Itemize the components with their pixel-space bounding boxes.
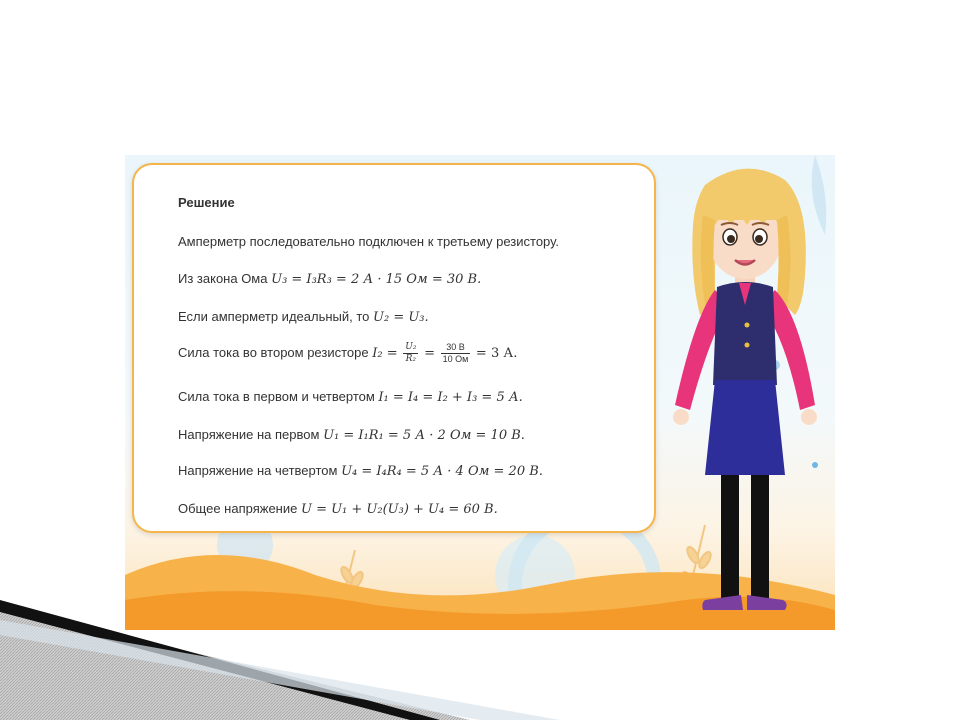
line-current-second xyxy=(178,342,517,365)
line-ohm-law-text: Из закона Ома xyxy=(178,271,268,286)
line-voltage-fourth-text: Напряжение на четвертом xyxy=(178,463,338,478)
line-ohm-law-formula: U₃ = I₃R₃ = 2 А · 15 Ом = 30 В. xyxy=(271,272,482,287)
line-ideal-ammeter-text: Если амперметр идеальный, то xyxy=(178,309,370,324)
line-current-second-lhs: I₂ = xyxy=(372,345,398,361)
solution-card xyxy=(132,163,656,533)
slide-image xyxy=(125,155,835,630)
line-total-voltage-formula: U = U₁ + U₂(U₃) + U₄ = 60 В. xyxy=(300,502,498,517)
line-ohm-law xyxy=(178,271,481,287)
line-current-first-fourth xyxy=(178,389,523,405)
line-total-voltage xyxy=(178,501,498,517)
line-current-second-text: Сила тока во втором резисторе xyxy=(178,344,369,360)
line-voltage-first xyxy=(178,427,525,443)
fraction-values-denominator: 10 Ом xyxy=(442,354,469,364)
line-voltage-first-text: Напряжение на первом xyxy=(178,427,320,442)
line-voltage-fourth-formula: U₄ = I₄R₄ = 5 А · 4 Ом = 20 В. xyxy=(341,464,543,479)
line-voltage-first-formula: U₁ = I₁R₁ = 5 А · 2 Ом = 10 В. xyxy=(323,428,525,443)
line-current-first-fourth-text: Сила тока в первом и четвертом xyxy=(178,389,375,404)
solution-title: Решение xyxy=(178,195,235,210)
line-ideal-ammeter-formula: U₂ = U₃. xyxy=(373,310,429,325)
line-current-second-eq: = xyxy=(424,345,435,361)
fraction-values-numerator: 30 В xyxy=(441,342,471,354)
corner-ribbon-decoration xyxy=(0,600,960,720)
teacher-illustration xyxy=(635,155,835,630)
fraction-u2-r2-numerator: U₂ xyxy=(405,342,417,352)
fraction-u2-r2-denominator: R₂ xyxy=(405,354,417,364)
line-current-first-fourth-formula: I₁ = I₄ = I₂ + I₃ = 5 А. xyxy=(378,390,523,405)
line-ammeter: Амперметр последовательно подключен к третьему резистору. xyxy=(178,234,559,249)
fraction-u2-r2 xyxy=(403,342,418,365)
line-total-voltage-text: Общее напряжение xyxy=(178,501,298,516)
line-current-second-rhs: = 3 А. xyxy=(475,345,518,361)
line-ideal-ammeter xyxy=(178,309,429,325)
fraction-values xyxy=(441,342,471,365)
line-voltage-fourth xyxy=(178,463,543,479)
